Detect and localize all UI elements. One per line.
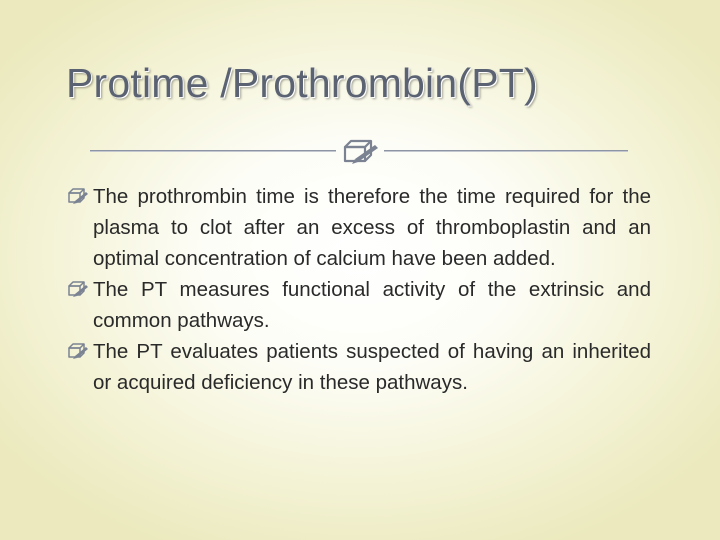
bullet-text: The prothrombin time is therefore the time required for the plasma to clot after an excess of thromboplastin and an optimal concentration of calcium have been added.	[93, 185, 651, 270]
bullet-item	[93, 336, 651, 398]
title-divider	[90, 136, 628, 166]
clipboard-icon	[67, 187, 89, 205]
clipboard-icon	[67, 342, 89, 360]
clipboard-icon	[67, 280, 89, 298]
bullet-item	[93, 274, 651, 336]
bullet-list	[93, 181, 651, 398]
bullet-text: The PT evaluates patients suspected of having an inherited or acquired deficiency in these pathways.	[93, 340, 651, 394]
divider-line-left	[90, 150, 336, 152]
slide-title: Protime /Prothrombin(PT)	[66, 60, 538, 106]
bullet-item	[93, 181, 651, 274]
divider-line-right	[384, 150, 628, 152]
clipboard-icon	[341, 137, 381, 165]
bullet-text: The PT measures functional activity of the extrinsic and common pathways.	[93, 278, 651, 332]
